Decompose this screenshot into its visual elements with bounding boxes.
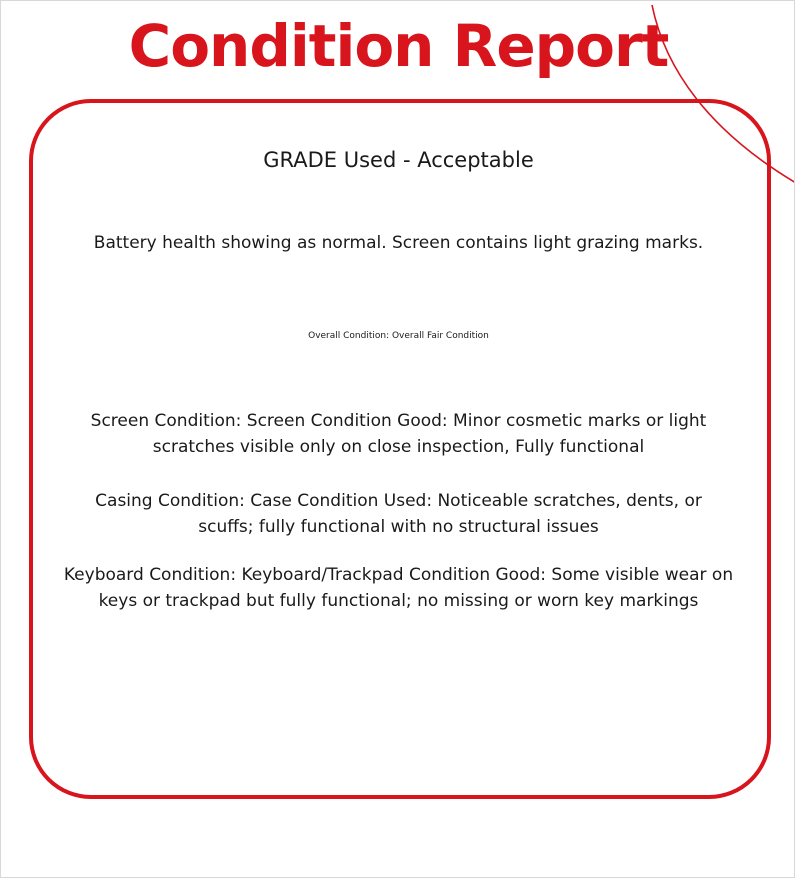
- casing-condition-text: Casing Condition: Case Condition Used: Noticeable scratches, dents, or scuffs; fully functional with no structural issues: [95, 491, 702, 537]
- screen-condition-text: Screen Condition: Screen Condition Good: Minor cosmetic marks or light scratches visible only on close inspection, Fully functional: [90, 411, 707, 457]
- summary-text: Battery health showing as normal. Screen contains light grazing marks.: [93, 233, 704, 253]
- keyboard-condition-text: Keyboard Condition: Keyboard/Trackpad Condition Good: Some visible wear on keys or trackpad but fully functional; no missing or worn key markings: [63, 565, 734, 611]
- overall-condition-text: Overall Condition: Overall Fair Condition: [308, 331, 489, 341]
- grade-text: GRADE Used - Acceptable: [263, 148, 534, 172]
- report-title: Condition Report: [128, 12, 669, 80]
